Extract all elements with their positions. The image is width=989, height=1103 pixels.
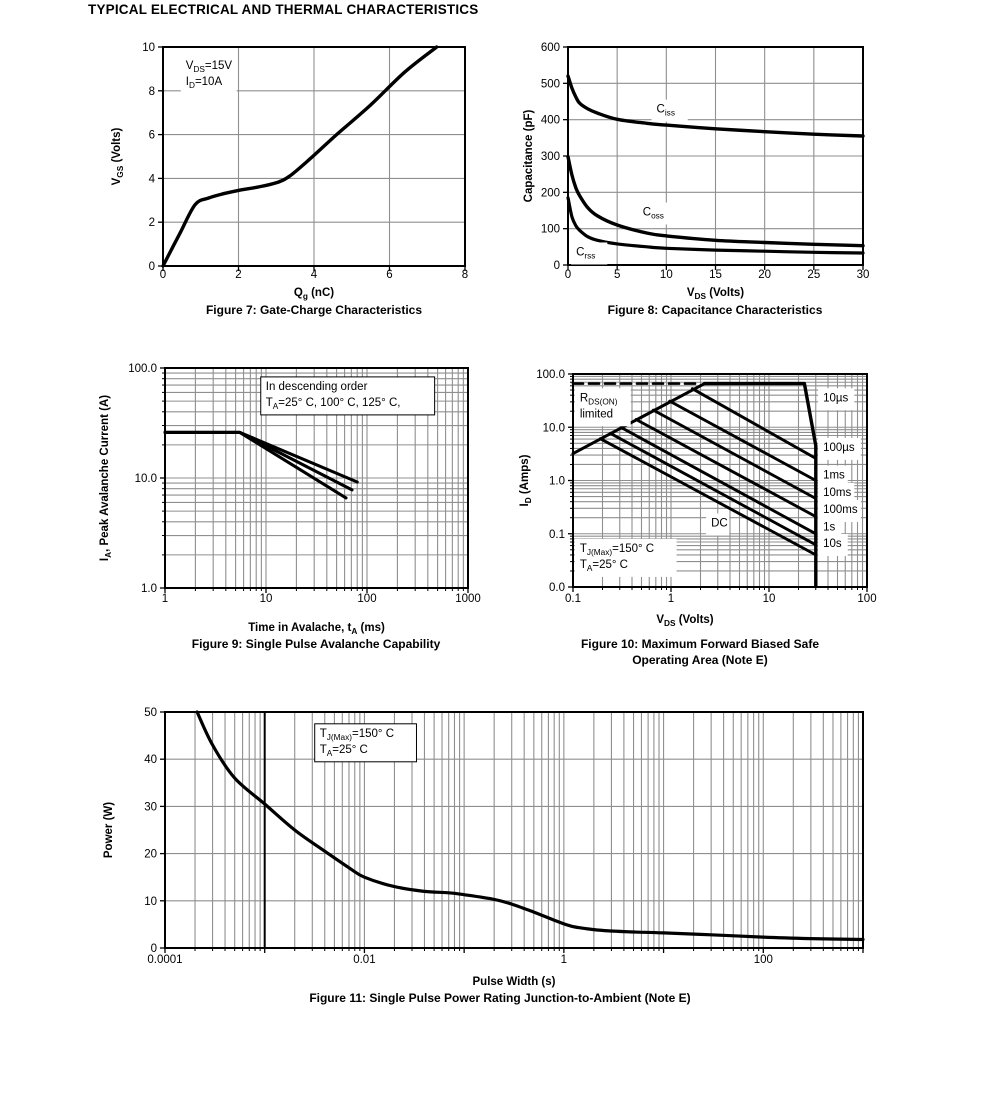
y-tick-label: 50 xyxy=(144,707,157,719)
x-tick-label: 0.0001 xyxy=(147,954,183,966)
y-tick-label: 300 xyxy=(540,151,560,163)
x-tick-label: 0 xyxy=(564,269,572,281)
x-tick-label: 0.01 xyxy=(353,954,376,966)
ta-100c-curve xyxy=(165,432,352,490)
figure-11-y-axis-title: Power (W) xyxy=(103,801,115,859)
y-tick-label: 600 xyxy=(540,42,560,54)
y-tick-label: 1.0 xyxy=(549,475,565,488)
descending-order-note-text: $T_A=25^\circ$ C, 100° C, 125° C, xyxy=(265,396,401,411)
y-tick-label: 100 xyxy=(540,223,560,236)
x-tick-label: 5 xyxy=(613,269,621,281)
y-tick-label: 0 xyxy=(150,943,157,955)
x-tick-label: 25 xyxy=(807,269,821,281)
y-tick-label: 0 xyxy=(148,261,155,273)
y-tick-label: 0.1 xyxy=(549,528,565,541)
y-tick-label: 8 xyxy=(148,85,155,98)
figure-9-y-axis-title: $I_A$, Peak Avalanche Current (A) xyxy=(99,394,113,562)
annotations xyxy=(181,56,237,94)
figure-8-y-axis-title: Capacitance (pF) xyxy=(523,109,535,203)
temp-conditions-text: $T_A=25^\circ$ C xyxy=(579,558,628,573)
x-tick-label: 100 xyxy=(857,593,877,605)
figure-7-svg xyxy=(85,35,505,335)
figure-11-chart xyxy=(85,700,965,1015)
label-10us-text: 10µs xyxy=(823,392,849,405)
figure-7-caption: Figure 7: Gate-Charge Characteristics xyxy=(205,303,423,317)
figure-11-svg xyxy=(85,700,965,1015)
x-tick-label: 1 xyxy=(161,593,169,605)
figure-8-caption: Figure 8: Capacitance Characteristics xyxy=(607,303,823,317)
x-tick-label: 0.1 xyxy=(565,593,581,605)
axis-labels xyxy=(111,127,334,301)
x-tick-label: 10 xyxy=(259,593,273,605)
soa-boundary-10us xyxy=(705,384,816,586)
figure-10-x-axis-title: $V_{DS}$ (Volts) xyxy=(656,614,714,628)
label-1s-text: 1s xyxy=(823,521,836,534)
annotations xyxy=(261,377,435,415)
x-tick-label: 0 xyxy=(159,269,167,281)
y-tick-label: 6 xyxy=(148,129,155,142)
tick-marks xyxy=(563,47,863,270)
label-10s-text: 10s xyxy=(823,537,842,550)
figure-10-y-axis-title: $I_D$ (Amps) xyxy=(519,454,533,507)
y-tick-label: 10 xyxy=(142,42,155,54)
figure-8-x-axis-title: $V_{DS}$ (Volts) xyxy=(686,287,745,301)
x-tick-label: 1 xyxy=(667,593,675,605)
y-tick-label: 2 xyxy=(148,217,155,230)
y-tick-label: 500 xyxy=(540,78,560,91)
x-tick-label: 10 xyxy=(762,593,776,605)
y-tick-label: 10 xyxy=(144,895,157,908)
y-tick-label: 40 xyxy=(144,754,157,767)
figure-9-x-axis-title: Time in Avalache, $t_A$ (ms) xyxy=(248,622,385,636)
temp-conditions-text: $T_{J(Max)}=150^\circ$ C xyxy=(319,727,395,742)
page-title: TYPICAL ELECTRICAL AND THERMAL CHARACTERISTICS xyxy=(88,2,479,17)
label-100us-text: 100µs xyxy=(823,441,855,454)
x-tick-label: 30 xyxy=(856,269,870,281)
x-tick-label: 1000 xyxy=(455,593,481,605)
y-tick-label: 200 xyxy=(540,187,560,200)
soa-1ms xyxy=(670,401,816,480)
y-tick-label: 400 xyxy=(540,114,560,127)
dc-label-text: DC xyxy=(711,517,728,530)
figure-11-caption: Figure 11: Single Pulse Power Rating Junction-to-Ambient (Note E) xyxy=(309,991,691,1005)
rdson-limited-label-text: limited xyxy=(579,408,614,421)
x-tick-label: 1 xyxy=(560,954,568,966)
figure-10-caption-line1: Figure 10: Maximum Forward Biased Safe xyxy=(580,637,820,651)
x-tick-label: 4 xyxy=(310,269,318,281)
tick-labels xyxy=(144,707,773,966)
y-tick-label: 100.0 xyxy=(536,369,565,381)
y-tick-label: 20 xyxy=(144,848,157,861)
y-tick-label: 0 xyxy=(553,260,560,272)
figure-9-caption: Figure 9: Single Pulse Avalanche Capability xyxy=(191,637,441,651)
y-tick-label: 100.0 xyxy=(128,363,157,375)
x-tick-label: 100 xyxy=(357,593,377,605)
figure-7-x-axis-title: $Q_g$ (nC) xyxy=(293,287,335,301)
crss-label-text: $C_{rss}$ xyxy=(576,246,596,261)
x-tick-label: 100 xyxy=(753,954,773,966)
axis-labels xyxy=(99,395,385,636)
figure-10-chart xyxy=(515,350,975,675)
descending-order-note-text: In descending order xyxy=(265,380,368,393)
label-1ms-text: 1ms xyxy=(823,469,845,482)
x-tick-label: 15 xyxy=(709,269,722,281)
figure-8-chart xyxy=(515,35,935,335)
y-tick-label: 1.0 xyxy=(141,583,157,595)
figure-10-svg xyxy=(515,350,975,675)
ciss-label-text: $C_{iss}$ xyxy=(656,103,675,118)
figure-9-chart xyxy=(85,350,505,660)
test-conditions-text: $V_{DS}=15V$ xyxy=(185,59,233,74)
x-tick-label: 8 xyxy=(461,269,469,281)
y-tick-label: 10.0 xyxy=(542,422,565,435)
temp-conditions-text: $T_{J(Max)}=150^\circ$ C xyxy=(579,542,655,557)
x-tick-label: 20 xyxy=(758,269,772,281)
figure-7-y-axis-title: $V_{GS}$ (Volts) xyxy=(111,127,125,186)
x-tick-label: 10 xyxy=(659,269,673,281)
figure-11-x-axis-title: Pulse Width (s) xyxy=(472,976,556,988)
figure-9-svg xyxy=(85,350,505,660)
y-tick-label: 30 xyxy=(144,801,157,814)
coss-label-text: $C_{oss}$ xyxy=(642,206,664,221)
annotations xyxy=(315,724,417,762)
grid xyxy=(568,47,863,265)
figure-10-caption-line2: Operating Area (Note E) xyxy=(632,653,768,667)
test-conditions-text: $I_D=10A$ xyxy=(185,75,223,90)
figure-7-chart xyxy=(85,35,505,335)
y-tick-label: 4 xyxy=(148,173,155,186)
grid xyxy=(165,712,863,948)
y-tick-label: 10.0 xyxy=(134,473,157,485)
y-tick-label: 0.0 xyxy=(549,582,565,594)
label-10ms-text: 10ms xyxy=(823,486,852,499)
temp-conditions-text: $T_A=25^\circ$ C xyxy=(319,743,368,758)
label-100ms-text: 100ms xyxy=(823,504,858,517)
x-tick-label: 2 xyxy=(235,269,242,281)
rdson-limited-label-text: $R_{DS(ON)}$ xyxy=(579,392,618,407)
x-tick-label: 6 xyxy=(386,269,393,281)
figure-8-svg xyxy=(515,35,935,335)
